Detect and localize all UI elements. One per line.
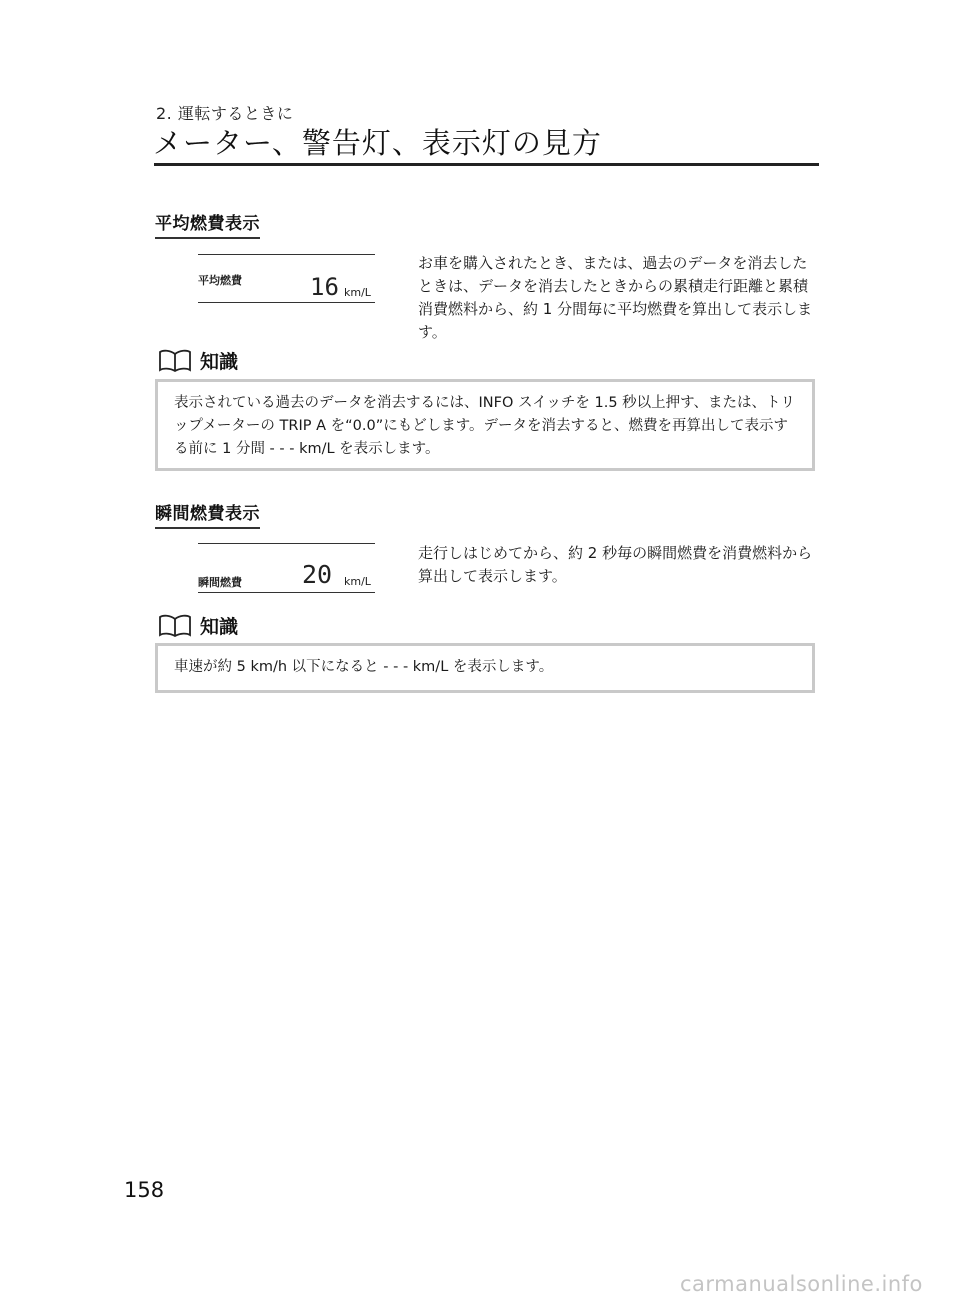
page-title: メーター、警告灯、表示灯の見方 bbox=[153, 126, 602, 160]
knowledge-note-box bbox=[155, 643, 815, 693]
knowledge-heading bbox=[158, 347, 238, 374]
section-heading-text: 平均燃費表示 bbox=[155, 214, 260, 234]
seven-segment-digits bbox=[302, 563, 340, 585]
seven-segment-digits bbox=[310, 276, 340, 297]
display-value: 20 bbox=[302, 563, 333, 585]
display-bottom-line bbox=[198, 592, 375, 593]
title-divider bbox=[154, 163, 819, 166]
page-number: 158 bbox=[124, 1178, 165, 1202]
instant-fuel-display bbox=[198, 543, 375, 595]
knowledge-heading bbox=[158, 612, 238, 639]
display-label: 瞬間燃費 bbox=[198, 576, 242, 589]
knowledge-note-box bbox=[155, 379, 815, 471]
watermark: carmanualsonline.info bbox=[680, 1272, 923, 1296]
average-fuel-display bbox=[198, 254, 375, 304]
knowledge-label: 知識 bbox=[200, 616, 239, 638]
display-top-line bbox=[198, 254, 375, 255]
section-heading-average-fuel bbox=[155, 209, 260, 239]
knowledge-note-text: 表示されている過去のデータを消去するには、INFO スイッチを 1.5 秒以上押す、または、トリップメーターの TRIP A を“0.0”にもどします。データを消去すると、燃費を再算出して表示する前に 1 分間 - - - km/L を表示します。 bbox=[174, 395, 796, 457]
section-heading-text: 瞬間燃費表示 bbox=[155, 504, 260, 524]
chapter-label: 2. 運転するときに bbox=[156, 104, 294, 123]
section-body-text: お車を購入されたとき、または、過去のデータを消去したときは、データを消去したときからの累積走行距離と累積消費燃料から、約 1 分間毎に平均燃費を算出して表示します。 bbox=[418, 254, 813, 341]
display-unit: km/L bbox=[344, 575, 371, 588]
knowledge-note-text: 車速が約 5 km/h 以下になると - - - km/L を表示します。 bbox=[174, 659, 554, 675]
open-book-icon bbox=[158, 349, 192, 373]
display-label: 平均燃費 bbox=[198, 274, 242, 287]
section-body-text: 走行しはじめてから、約 2 秒毎の瞬間燃費を消費燃料から算出して表示します。 bbox=[418, 544, 813, 585]
display-bottom-line bbox=[198, 302, 375, 303]
section-heading-instant-fuel bbox=[155, 499, 260, 529]
open-book-icon bbox=[158, 614, 192, 638]
knowledge-label: 知識 bbox=[200, 351, 239, 373]
display-value: 16 bbox=[310, 276, 339, 297]
display-unit: km/L bbox=[344, 286, 371, 299]
display-top-line bbox=[198, 543, 375, 544]
